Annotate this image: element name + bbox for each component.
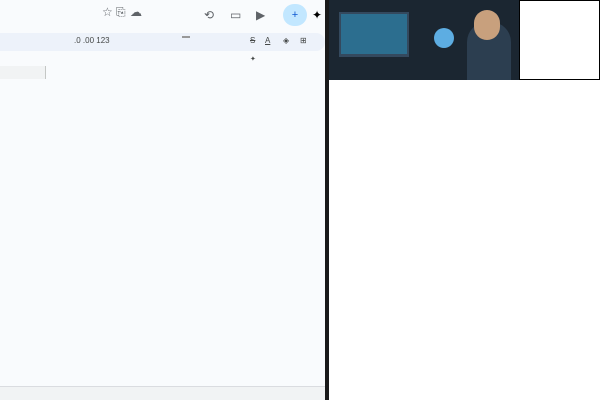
toolbar [0,33,325,51]
move-icon[interactable]: ⎘ [116,5,126,19]
sheet-tab-bar [0,386,325,400]
cap-table-panel [329,0,600,400]
sparkle-icon: ✦ [250,56,256,63]
text-color-button[interactable]: A [265,36,271,45]
comment-icon[interactable]: ▭ [230,8,242,22]
webcam-video [329,0,519,80]
cap-summary-table [519,0,600,80]
fill-color-icon[interactable]: ◈ [283,36,290,45]
star-icon[interactable]: ☆ [102,5,113,19]
decimal-button[interactable]: .0 .00 123 [74,36,110,45]
gemini-icon[interactable]: ✦ [312,8,323,22]
strikethrough-button[interactable]: S [250,36,256,45]
year-tabs [329,82,600,100]
summarize-button[interactable] [250,55,256,63]
meet-icon[interactable]: ▶ [256,8,266,22]
history-icon[interactable]: ⟲ [204,8,215,22]
column-header-corner[interactable] [0,66,46,79]
font-size-input[interactable] [182,36,190,38]
cloud-icon[interactable]: ☁ [130,5,142,19]
borders-icon[interactable]: ⊞ [300,36,307,45]
share-button[interactable]: + [283,4,307,26]
